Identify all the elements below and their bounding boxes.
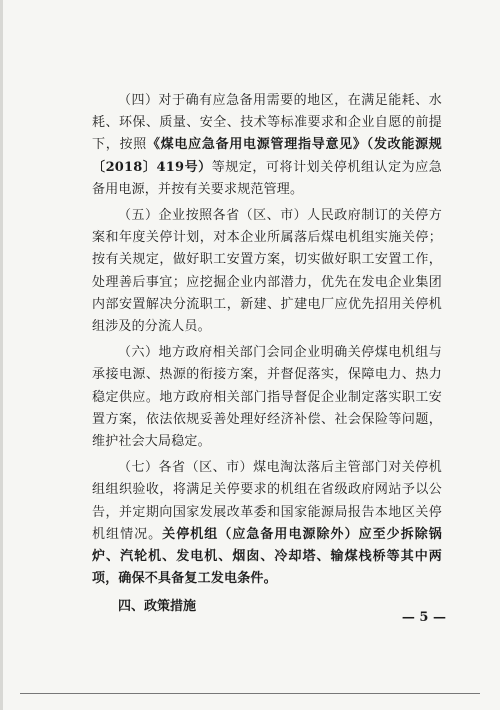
page-number: — 5 — [401,610,446,625]
bottom-divider [20,693,480,694]
paragraph-7-emphasis: 关停机组（应急备用电源除外）应至少拆除锅炉、汽轮机、发电机、烟囱、冷却塔、输煤栈桥等其中两项，确保不具备复工发电条件。 [92,526,442,587]
paragraph-7 [92,457,442,590]
paragraph-4-text: （四）对于确有应急备用需要的地区，在满足能耗、水耗、环保、质量、安全、技术等标准要求和企业自愿的前提下，按照 [92,93,442,153]
paragraph-4-emphasis: 《煤电应急备用电源管理指导意见》（发改能源规〔2018〕419号） [92,137,442,175]
section-heading: 四、政策措施 [118,599,197,615]
paragraph-6 [92,342,442,453]
scan-edge [0,0,3,710]
paragraph-6-text: （六）地方政府相关部门会同企业明确关停煤电机组与承接电源、热源的衔接方案，并督促落实，保障电力、热力稳定供应。地方政府相关部门指导督促企业制定落实职工安置方案，依法依规妥善处理好经济补偿、社会保险等问题，维护社会大局稳定。 [92,345,442,450]
paragraph-4 [92,90,442,201]
paragraph-4-tail: 等规定，可将计划关停机组认定为应急备用电源，并按有关要求规范管理。 [92,159,442,197]
document-body [92,90,442,618]
paragraph-5 [92,205,442,338]
paragraph-7-text: （七）各省（区、市）煤电淘汰落后主管部门对关停机组组织验收，将满足关停要求的机组在省级政府网站予以公告，并定期向国家发展改革委和国家能源局报告本地区关停机组情况。 [92,460,442,542]
paragraph-5-text: （五）企业按照各省（区、市）人民政府制订的关停方案和年度关停计划，对本企业所属落后煤电机组实施关停；按有关规定，做好职工安置方案，切实做好职工安置工作，处理善后事宜；应挖掘企业内部潜力，优先在发电企业集团内部安置解决分流职工，新建、扩建电厂应优先招用关停机组涉及的分流人员。 [92,208,442,335]
